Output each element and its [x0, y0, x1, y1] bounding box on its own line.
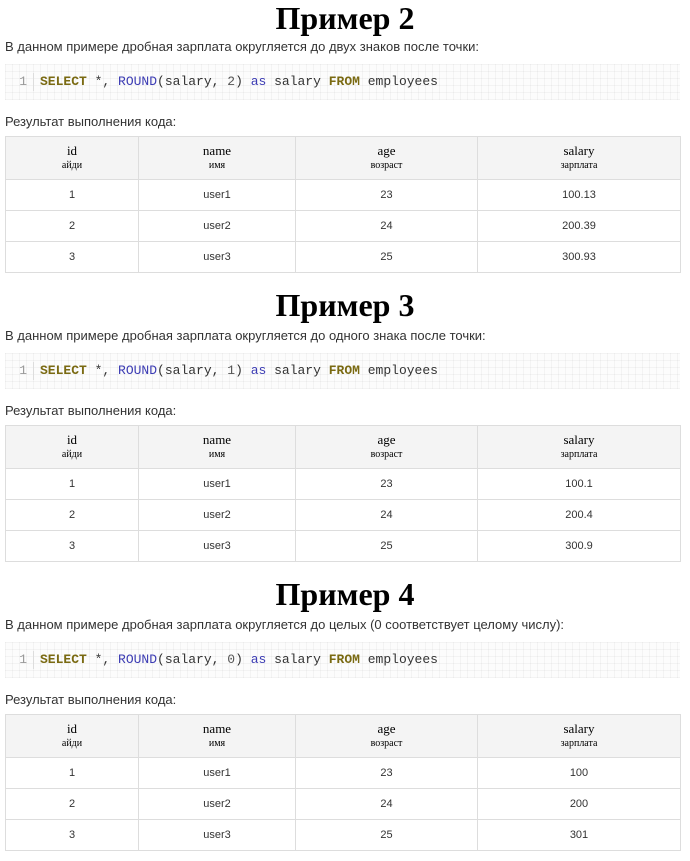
example-section-3: [0, 287, 690, 552]
code-args-open: (salary,: [157, 363, 228, 378]
code-keyword-from: FROM: [328, 363, 360, 378]
code-table: employees: [359, 363, 438, 378]
code-function-round: ROUND: [118, 74, 158, 89]
code-keyword-from: FROM: [328, 74, 360, 89]
cell-id: 3: [6, 820, 139, 851]
code-keyword-select: SELECT: [40, 652, 87, 667]
code-block[interactable]: [5, 64, 680, 100]
example-title: Пример 3: [275, 287, 415, 323]
code-args-close: ): [235, 74, 251, 89]
code-args-open: (salary,: [157, 652, 228, 667]
table-row: [6, 469, 681, 500]
result-label: Результат выполнения кода:: [5, 692, 177, 707]
cell-age: 24: [296, 211, 478, 242]
cell-age: 24: [296, 789, 478, 820]
cell-age: 25: [296, 820, 478, 851]
cell-salary: 100.13: [478, 180, 681, 211]
table-row: [6, 500, 681, 531]
table-header-row: [6, 715, 681, 758]
table-row: [6, 242, 681, 273]
table-row: [6, 531, 681, 562]
cell-id: 2: [6, 211, 139, 242]
code-keyword-from: FROM: [328, 652, 360, 667]
example-description: В данном примере дробная зарплата округляется до целых (0 соответствует целому числу):: [5, 617, 565, 632]
table-row: [6, 789, 681, 820]
cell-salary: 100: [478, 758, 681, 789]
code-arg-number: 1: [227, 363, 236, 378]
table-row: [6, 758, 681, 789]
header-age: age возраст: [296, 715, 478, 758]
code-keyword-select: SELECT: [40, 363, 87, 378]
cell-salary: 200: [478, 789, 681, 820]
cell-id: 3: [6, 242, 139, 273]
table-header-row: [6, 137, 681, 180]
code-arg-number: 0: [227, 652, 236, 667]
header-salary: salary зарплата: [478, 426, 681, 469]
example-description: В данном примере дробная зарплата округляется до двух знаков после точки:: [5, 39, 480, 54]
example-section-4: [0, 576, 690, 841]
cell-age: 23: [296, 180, 478, 211]
code-alias: salary: [266, 363, 329, 378]
cell-salary: 301: [478, 820, 681, 851]
code-args-close: ): [235, 652, 251, 667]
cell-salary: 100.1: [478, 469, 681, 500]
code-args-open: (salary,: [157, 74, 228, 89]
header-age: age возраст: [296, 137, 478, 180]
code-function-round: ROUND: [118, 363, 158, 378]
cell-name: user3: [139, 531, 296, 562]
code-table: employees: [359, 74, 438, 89]
code-star: *,: [86, 74, 119, 89]
cell-id: 3: [6, 531, 139, 562]
code-keyword-as: as: [250, 74, 267, 89]
table-row: [6, 180, 681, 211]
cell-name: user1: [139, 180, 296, 211]
cell-salary: 200.4: [478, 500, 681, 531]
code-block[interactable]: [5, 642, 680, 678]
code-arg-number: 2: [227, 74, 236, 89]
code-alias: salary: [266, 74, 329, 89]
line-number: 1: [5, 362, 34, 380]
line-number: 1: [5, 73, 34, 91]
header-salary: salary зарплата: [478, 715, 681, 758]
cell-age: 25: [296, 242, 478, 273]
result-label: Результат выполнения кода:: [5, 403, 177, 418]
code-function-round: ROUND: [118, 652, 158, 667]
cell-id: 1: [6, 469, 139, 500]
cell-age: 25: [296, 531, 478, 562]
cell-age: 23: [296, 758, 478, 789]
cell-name: user2: [139, 211, 296, 242]
code-keyword-as: as: [250, 652, 267, 667]
header-id: id айди: [6, 137, 139, 180]
cell-id: 2: [6, 789, 139, 820]
line-number: 1: [5, 651, 34, 669]
cell-name: user2: [139, 500, 296, 531]
code-keyword-select: SELECT: [40, 74, 87, 89]
cell-name: user3: [139, 820, 296, 851]
table-row: [6, 820, 681, 851]
code-keyword-as: as: [250, 363, 267, 378]
header-age: age возраст: [296, 426, 478, 469]
example-section-2: [0, 0, 690, 263]
result-label: Результат выполнения кода:: [5, 114, 177, 129]
header-name: name имя: [139, 715, 296, 758]
header-name: name имя: [139, 426, 296, 469]
cell-age: 24: [296, 500, 478, 531]
code-table: employees: [359, 652, 438, 667]
cell-name: user1: [139, 758, 296, 789]
result-table: [5, 425, 681, 562]
example-title: Пример 4: [275, 576, 415, 612]
code-star: *,: [86, 652, 119, 667]
cell-id: 1: [6, 758, 139, 789]
code-block[interactable]: [5, 353, 680, 389]
code-alias: salary: [266, 652, 329, 667]
example-description: В данном примере дробная зарплата округляется до одного знака после точки:: [5, 328, 486, 343]
cell-salary: 300.93: [478, 242, 681, 273]
cell-name: user2: [139, 789, 296, 820]
header-salary: salary зарплата: [478, 137, 681, 180]
cell-age: 23: [296, 469, 478, 500]
code-star: *,: [86, 363, 119, 378]
cell-id: 1: [6, 180, 139, 211]
cell-salary: 200.39: [478, 211, 681, 242]
table-row: [6, 211, 681, 242]
example-title: Пример 2: [275, 0, 415, 36]
header-id: id айди: [6, 426, 139, 469]
table-header-row: [6, 426, 681, 469]
cell-name: user3: [139, 242, 296, 273]
result-table: [5, 714, 681, 851]
result-table: [5, 136, 681, 273]
cell-id: 2: [6, 500, 139, 531]
code-args-close: ): [235, 363, 251, 378]
header-id: id айди: [6, 715, 139, 758]
header-name: name имя: [139, 137, 296, 180]
cell-salary: 300.9: [478, 531, 681, 562]
cell-name: user1: [139, 469, 296, 500]
